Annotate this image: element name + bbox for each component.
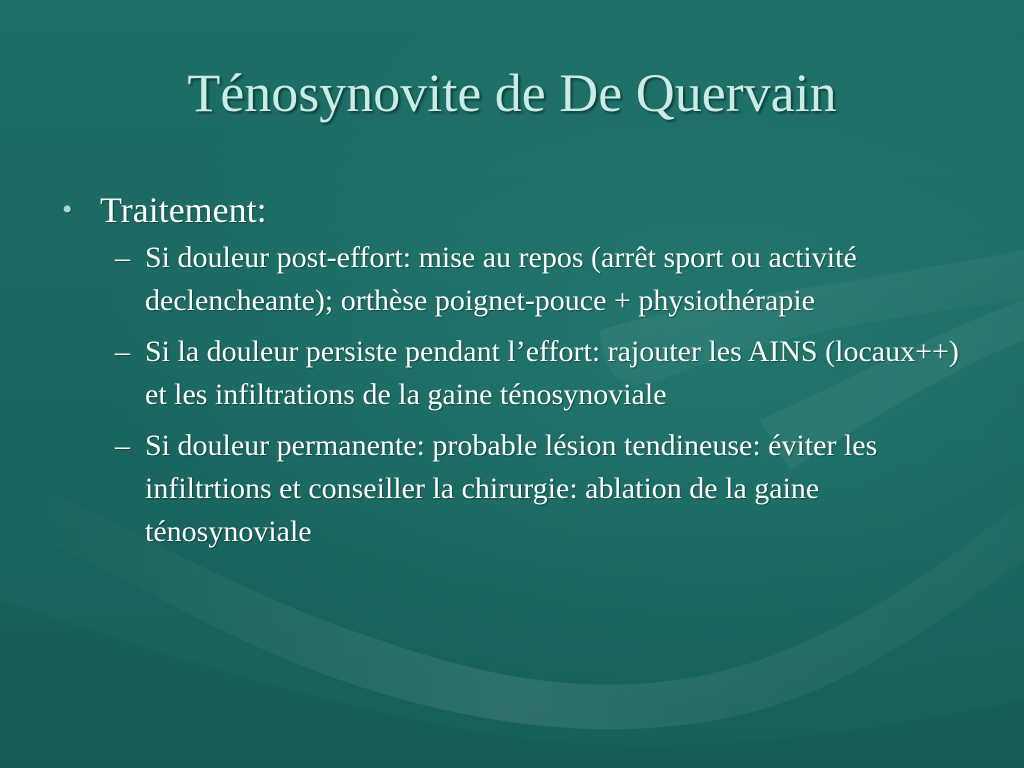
dash-icon: – [115, 429, 130, 462]
slide-body [60, 188, 960, 561]
sub-item-2 [60, 330, 960, 416]
sub-item-text: Si la douleur persiste pendant l’effort: rajouter les AINS (locaux++) et les infiltrations de la gaine ténosynoviale [145, 335, 959, 411]
sub-item-text: Si douleur post-effort: mise au repos (arrêt sport ou activité declencheante); orthèse poignet-pouce + physiothérapie [145, 241, 857, 317]
sub-item-text: Si douleur permanente: probable lésion tendineuse: éviter les infiltrtions et conseiller la chirurgie: ablation de la gaine ténosynoviale [145, 429, 878, 548]
bullet-item-traitement [60, 188, 960, 232]
bullet-text: Traitement: [100, 190, 267, 230]
bullet-icon: • [62, 193, 73, 226]
dash-icon: – [115, 335, 130, 368]
slide-title: Ténosynovite de De Quervain [187, 63, 837, 123]
sub-item-3 [60, 424, 960, 553]
sub-item-1 [60, 236, 960, 322]
dash-icon: – [115, 241, 130, 274]
